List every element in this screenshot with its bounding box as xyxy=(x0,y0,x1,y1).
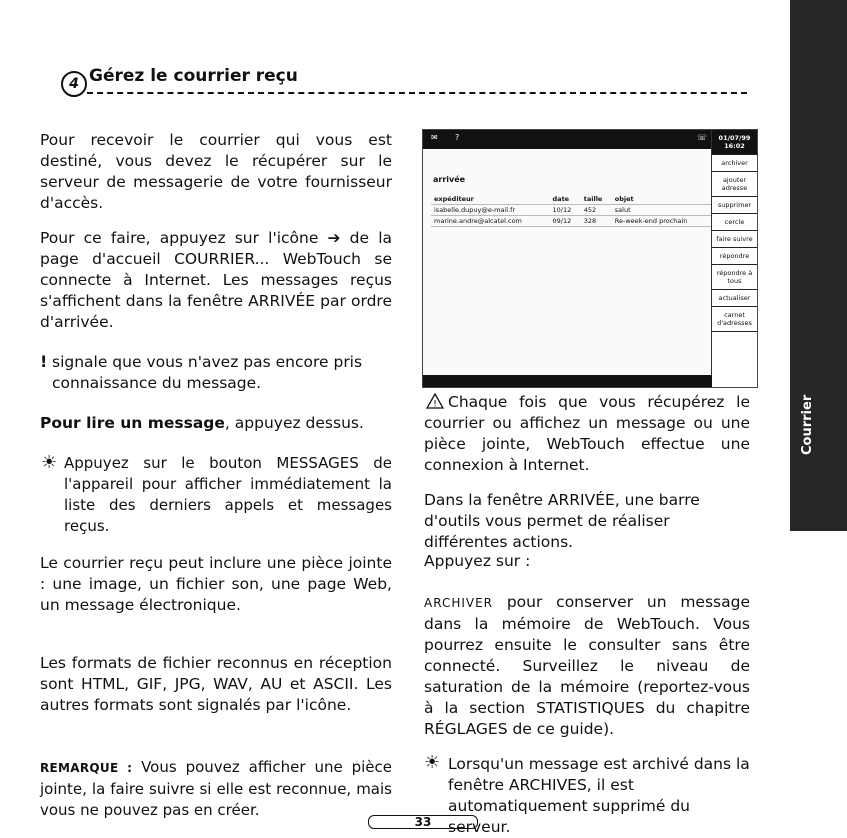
remark-label: REMARQUE : xyxy=(40,761,133,775)
header-date: date xyxy=(550,194,581,205)
header-subject: objet xyxy=(612,194,711,205)
unread-marker-icon: ! xyxy=(40,352,48,371)
header-size: taille xyxy=(581,194,612,205)
message-table xyxy=(431,194,711,227)
title-rule xyxy=(87,92,747,94)
left-paragraph-1: Pour recevoir le courrier qui vous est destiné, vous devez le récupérer sur le serveur de messagerie de votre fournisseur d'accès. xyxy=(40,131,392,212)
address-book-button[interactable]: carnet d'adresses xyxy=(712,307,757,332)
header-sender: expéditeur xyxy=(431,194,550,205)
screen-bottom-bar xyxy=(423,375,712,387)
screen-top-bar xyxy=(423,130,757,149)
warning-paragraph: Chaque fois que vous récupérez le courrier ou affichez un message ou une pièce jointe, WebTouch effectue une connexion à Internet. xyxy=(424,393,750,474)
lightbulb-icon: ☀ xyxy=(41,452,58,473)
row-date: 10/12 xyxy=(550,205,581,216)
row-sender: isabelle.dupuy@e-mail.fr xyxy=(431,205,550,216)
add-address-button[interactable]: ajouter adresse xyxy=(712,172,757,197)
screen-time: 16:02 xyxy=(724,142,745,150)
table-header-row xyxy=(431,194,711,205)
screen-toolbar xyxy=(711,130,757,387)
read-message-rest: , appuyez dessus. xyxy=(224,414,364,432)
side-tab-label: Courrier xyxy=(800,394,815,455)
mail-icon: ✉ xyxy=(431,133,438,142)
left-paragraph-2: Pour ce faire, appuyez sur l'icône ➔ de la page d'accueil COURRIER... WebTouch se connecte à Internet. Les messages reçus s'affichent dans la fenêtre ARRIVÉE par ordre d'arrivée. xyxy=(40,229,392,331)
row-size: 452 xyxy=(581,205,612,216)
row-date: 09/12 xyxy=(550,216,581,227)
archive-button[interactable]: archiver xyxy=(712,155,757,172)
right-paragraph-1: Dans la fenêtre ARRIVÉE, une barre d'outils vous permet de réaliser différentes actions. xyxy=(424,491,700,551)
screen-date: 01/07/99 xyxy=(718,134,751,142)
table-row[interactable] xyxy=(431,205,711,216)
refresh-button[interactable]: actualiser xyxy=(712,290,757,307)
help-icon: ? xyxy=(455,133,460,142)
page-number: 33 xyxy=(368,815,478,829)
phone-icon: ☏ xyxy=(696,133,707,142)
row-subject: Re-week-end prochain xyxy=(612,216,711,227)
read-message-bold: Pour lire un message xyxy=(40,414,225,432)
section-number: 4 xyxy=(61,71,87,97)
side-tab xyxy=(790,0,847,531)
lightbulb-icon: ☀ xyxy=(424,752,441,773)
right-paragraph-2: Appuyez sur : xyxy=(424,552,531,570)
archive-text: pour conserver un message dans la mémoire de WebTouch. Vous pourrez ensuite le consulter sans être connecté. Surveillez le niveau de saturation de la mémoire (reportez-vous à la section STATISTIQUES du chapitre RÉGLAGES de ce guide). xyxy=(424,593,750,738)
left-paragraph-5: Le courrier reçu peut inclure une pièce jointe : une image, un fichier son, une page Web, un message électronique. xyxy=(40,554,392,614)
table-row[interactable] xyxy=(431,216,711,227)
remark-text: Vous pouvez afficher une pièce jointe, la faire suivre si elle est reconnue, mais vous ne pouvez pas en créer. xyxy=(40,758,392,819)
delete-button[interactable]: supprimer xyxy=(712,197,757,214)
inbox-screenshot xyxy=(422,129,758,388)
forward-button[interactable]: faire suivre xyxy=(712,231,757,248)
tip-paragraph-1: Appuyez sur le bouton MESSAGES de l'appareil pour afficher immédiatement la liste des derniers appels et messages reçus. xyxy=(64,454,392,535)
svg-text:!: ! xyxy=(433,399,437,409)
reply-all-button[interactable]: répondre à tous xyxy=(712,265,757,290)
row-size: 328 xyxy=(581,216,612,227)
row-sender: marine.andre@alcatel.com xyxy=(431,216,550,227)
reply-button[interactable]: répondre xyxy=(712,248,757,265)
left-paragraph-6: Les formats de fichier reconnus en réception sont HTML, GIF, JPG, WAV, AU et ASCII. Les autres formats sont signalés par l'icône. xyxy=(40,654,392,714)
archive-label: ARCHIVER xyxy=(424,596,494,610)
row-subject: salut xyxy=(612,205,711,216)
tip-paragraph-2: Lorsqu'un message est archivé dans la fenêtre ARCHIVES, il est automatiquement supprimé du serveur. xyxy=(448,755,750,836)
circle-button[interactable]: cercle xyxy=(712,214,757,231)
left-paragraph-3: signale que vous n'avez pas encore pris connaissance du message. xyxy=(52,353,363,392)
inbox-folder-title: arrivée xyxy=(433,175,466,184)
section-title: Gérez le courrier reçu xyxy=(89,66,298,86)
